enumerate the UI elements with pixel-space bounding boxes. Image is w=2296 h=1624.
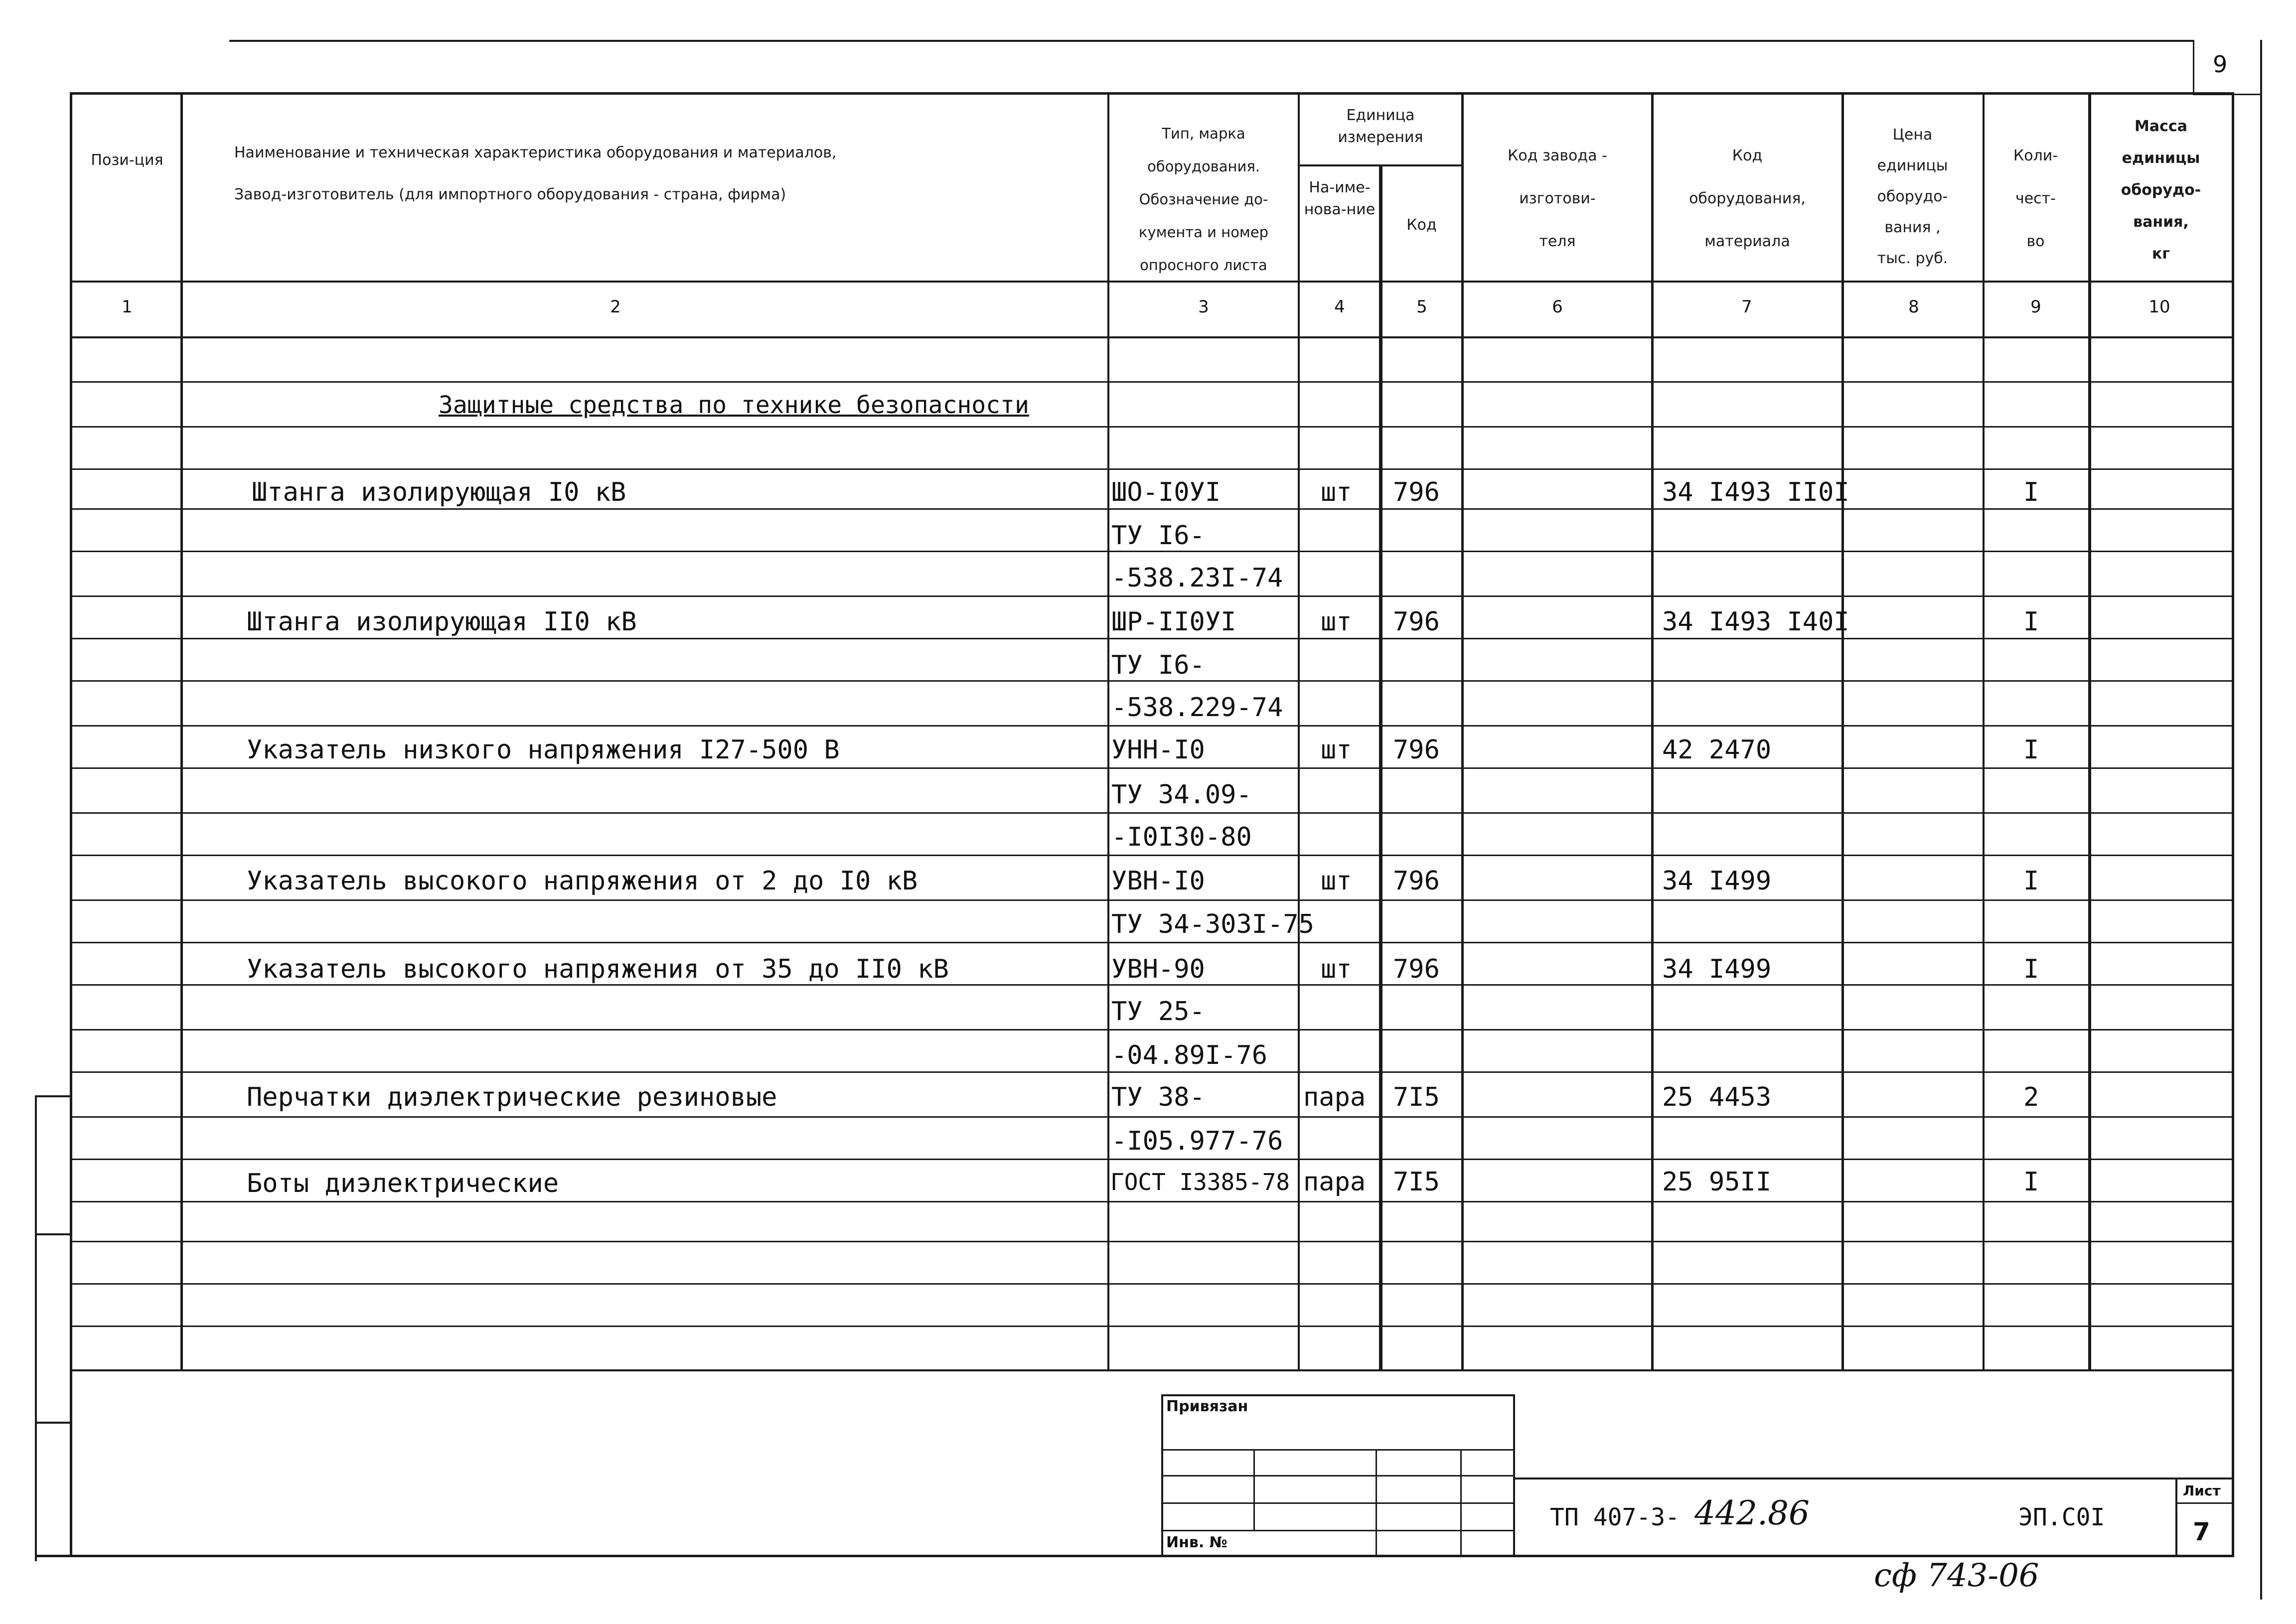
item-quantity: I bbox=[2023, 954, 2039, 984]
item-unit: шт bbox=[1321, 607, 1352, 637]
item-material-code: 34 I493 II0I bbox=[1662, 477, 1849, 507]
header-type: Тип, марка оборудования. Обозначение до- кумента и номер опросного листа bbox=[1138, 125, 1269, 274]
header-name: Наименование и техническая характеристика оборудования и материалов, Завод-изготовитель (для импортного оборудования - страна, фирма) bbox=[234, 144, 837, 203]
item-unit: пара bbox=[1303, 1167, 1366, 1197]
item-unit-code: 7I5 bbox=[1393, 1082, 1440, 1112]
item-material-code: 42 2470 bbox=[1662, 735, 1772, 765]
item-material-code: 25 95II bbox=[1662, 1167, 1772, 1197]
sheet-code: ЭП.С0I bbox=[2018, 1503, 2105, 1531]
item-name: Перчатки диэлектрические резиновые bbox=[247, 1082, 777, 1112]
item-quantity: I bbox=[2023, 1167, 2039, 1197]
sheet-label: Лист bbox=[2183, 1482, 2221, 1499]
item-name: Боты диэлектрические bbox=[247, 1169, 559, 1198]
item-material-code: 34 I499 bbox=[1662, 866, 1772, 896]
item-unit-code: 796 bbox=[1393, 477, 1440, 507]
item-type: УВН-I0 bbox=[1111, 866, 1205, 896]
column-number: 9 bbox=[2030, 297, 2041, 317]
item-name: Штанга изолирующая I0 кВ bbox=[252, 477, 626, 507]
item-name: Указатель высокого напряжения от 35 до II0 кВ bbox=[247, 954, 949, 984]
column-number: 2 bbox=[610, 297, 621, 317]
column-number: 10 bbox=[2148, 297, 2170, 317]
item-name: Указатель высокого напряжения от 2 до I0 кВ bbox=[247, 866, 918, 896]
item-quantity: I bbox=[2023, 607, 2039, 637]
item-type: -I05.977-76 bbox=[1111, 1126, 1283, 1156]
item-quantity: 2 bbox=[2023, 1082, 2039, 1112]
column-number: 5 bbox=[1416, 297, 1427, 317]
item-type: -538.229-74 bbox=[1111, 693, 1283, 723]
header-unit: Единица измерения bbox=[1338, 107, 1423, 146]
column-number: 7 bbox=[1741, 297, 1752, 317]
sheet-number: 7 bbox=[2193, 1517, 2210, 1546]
header-factory-code: Код завода - изготови- теля bbox=[1508, 147, 1607, 250]
item-unit-code: 7I5 bbox=[1393, 1167, 1440, 1197]
section-title: Защитные средства по технике безопасности bbox=[439, 391, 1029, 419]
header-unit-name: На-име-нова-ние bbox=[1304, 179, 1376, 218]
item-unit-code: 796 bbox=[1393, 954, 1440, 984]
item-type: ШО-I0УI bbox=[1111, 477, 1221, 507]
header-position: Пози-ция bbox=[91, 151, 163, 169]
item-type: УНН-I0 bbox=[1111, 735, 1205, 765]
item-type: ШР-II0УI bbox=[1111, 607, 1236, 637]
item-quantity: I bbox=[2023, 477, 2039, 507]
item-type: -538.23I-74 bbox=[1111, 563, 1283, 593]
column-number: 4 bbox=[1334, 297, 1345, 317]
item-material-code: 25 4453 bbox=[1662, 1082, 1772, 1112]
header-mass: Масса единицы оборудо- вания, кг bbox=[2121, 118, 2201, 263]
item-name: Указатель низкого напряжения I27-500 В bbox=[247, 735, 840, 765]
item-unit-code: 796 bbox=[1393, 735, 1440, 765]
item-type: ТУ 38- bbox=[1111, 1082, 1205, 1112]
item-type: ТУ I6- bbox=[1111, 650, 1205, 680]
item-type: ТУ 25- bbox=[1111, 997, 1205, 1027]
item-unit: шт bbox=[1321, 735, 1352, 765]
item-type: УВН-90 bbox=[1111, 954, 1205, 984]
item-name: Штанга изолирующая II0 кВ bbox=[247, 607, 637, 637]
header-price: Цена единицы оборудо- вания , тыс. руб. bbox=[1877, 126, 1948, 267]
item-type: -04.89I-76 bbox=[1111, 1040, 1268, 1070]
item-type: ТУ 34.09- bbox=[1111, 780, 1252, 810]
item-unit-code: 796 bbox=[1393, 866, 1440, 896]
column-number: 3 bbox=[1198, 297, 1209, 317]
item-unit: пара bbox=[1303, 1082, 1366, 1112]
column-number: 6 bbox=[1552, 297, 1563, 317]
item-material-code: 34 I499 bbox=[1662, 954, 1772, 984]
item-unit: шт bbox=[1321, 477, 1352, 507]
item-quantity: I bbox=[2023, 735, 2039, 765]
column-number: 8 bbox=[1908, 297, 1919, 317]
item-unit-code: 796 bbox=[1393, 607, 1440, 637]
doc-code: ТП 407-3- bbox=[1550, 1503, 1680, 1531]
item-type: ТУ 34-303I-75 bbox=[1111, 909, 1314, 939]
stamp-privyazan: Привязан bbox=[1166, 1398, 1248, 1415]
item-unit: шт bbox=[1321, 866, 1352, 896]
item-unit: шт bbox=[1321, 954, 1352, 984]
footer-handwritten-code: сф 743-06 bbox=[1874, 1557, 2039, 1594]
stamp-inventory-number: Инв. № bbox=[1166, 1534, 1227, 1551]
column-number: 1 bbox=[122, 297, 133, 317]
header-unit-code: Код bbox=[1406, 216, 1437, 234]
page-number: 9 bbox=[2213, 51, 2228, 78]
item-type: ТУ I6- bbox=[1111, 521, 1205, 551]
item-type: ГОСТ I3385-78 bbox=[1110, 1169, 1290, 1195]
doc-code-handwritten: 442.86 bbox=[1694, 1494, 1810, 1532]
item-type: -I0I30-80 bbox=[1111, 822, 1252, 852]
header-material-code: Код оборудования, материала bbox=[1689, 147, 1806, 250]
header-quantity: Коли- чест- во bbox=[2013, 147, 2058, 250]
item-material-code: 34 I493 I40I bbox=[1662, 607, 1849, 637]
item-quantity: I bbox=[2023, 866, 2039, 896]
